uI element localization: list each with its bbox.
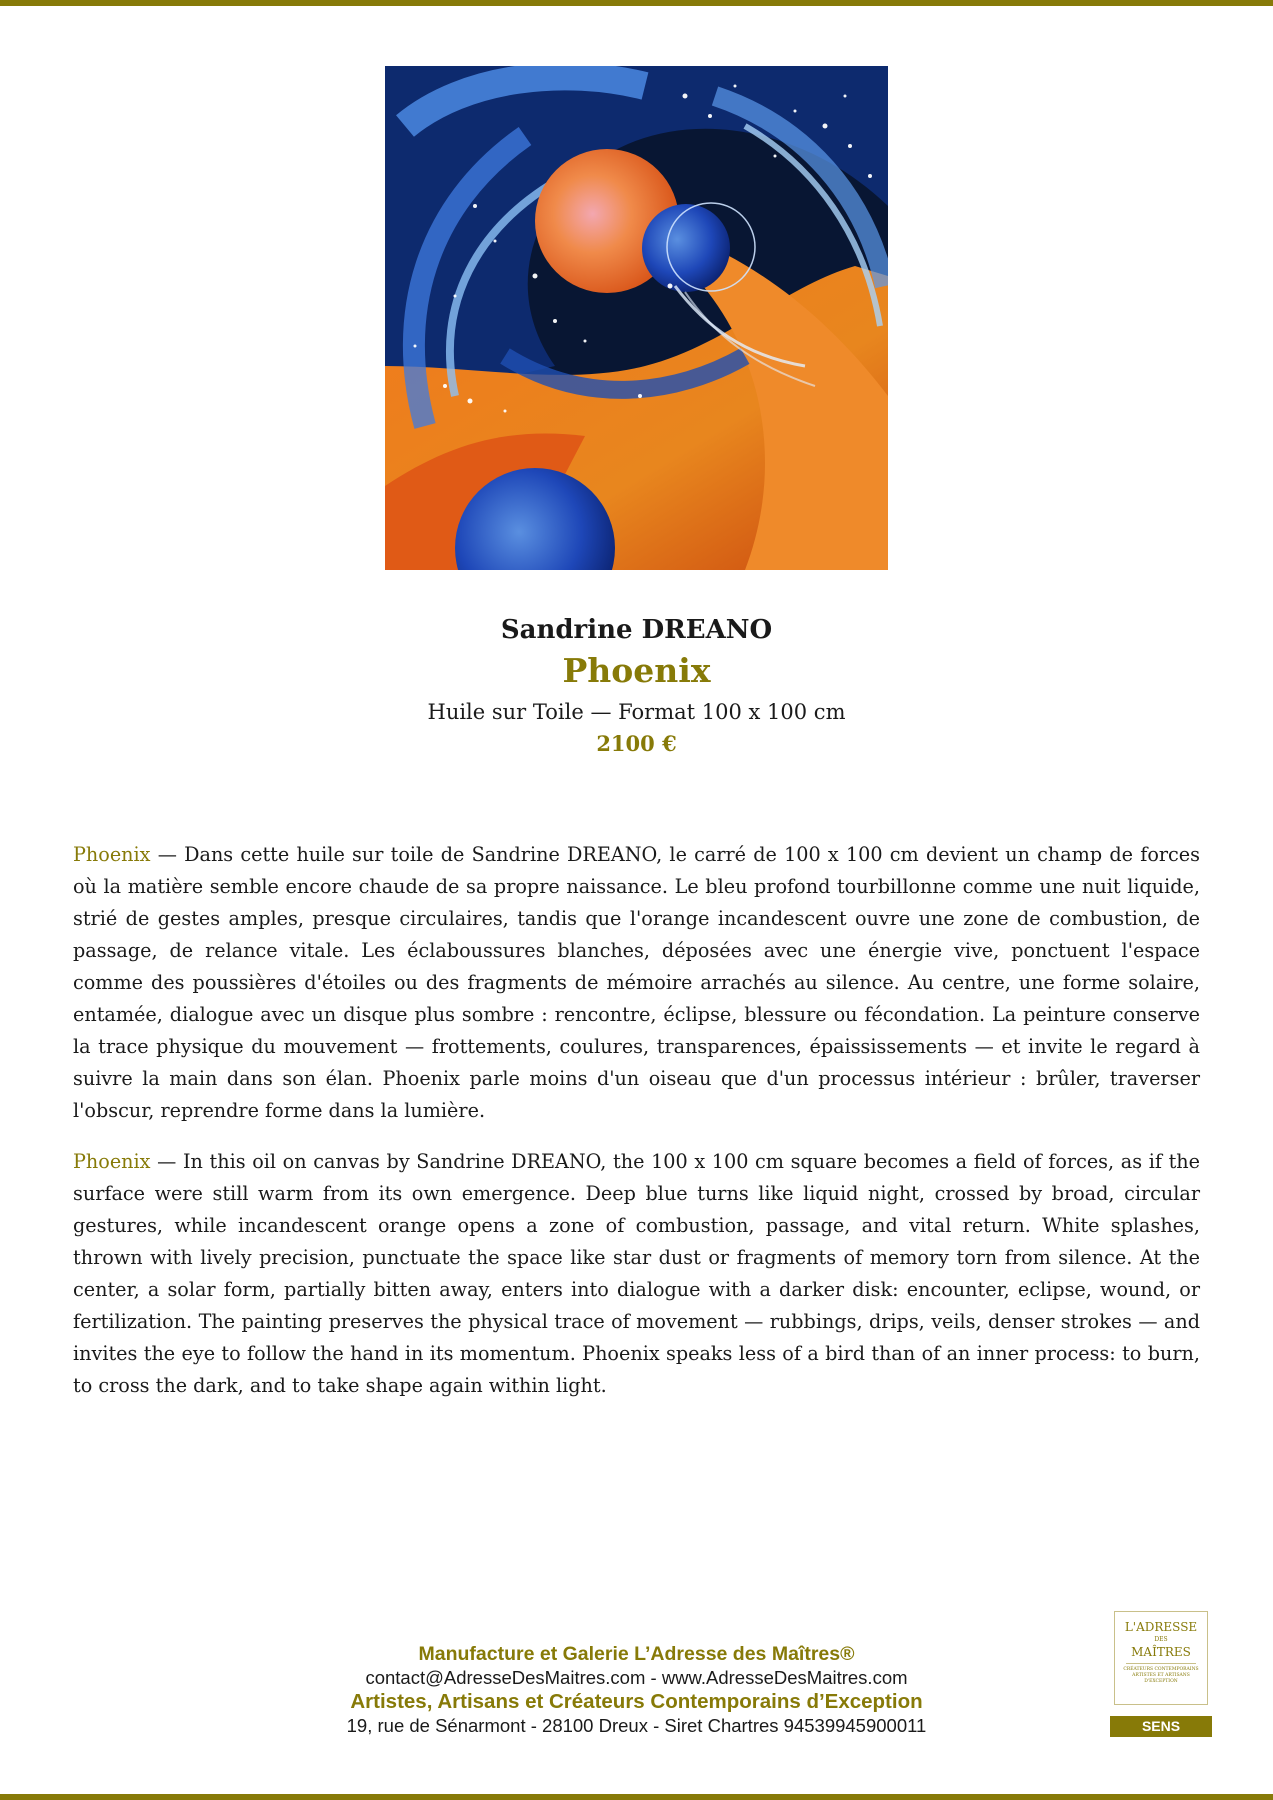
gallery-logo (1114, 1611, 1208, 1705)
footer (260, 1642, 1013, 1738)
artwork-header (0, 612, 1273, 760)
footer-contact: contact@AdresseDesMaitres.com - www.AdresseDesMaitres.com (365, 1667, 908, 1688)
footer-address: 19, rue de Sénarmont - 28100 Dreux - Siret Chartres 94539945900011 (346, 1715, 927, 1736)
description-english (73, 1146, 1200, 1402)
sens-badge: SENS (1110, 1716, 1212, 1737)
logo-line-4: CRÉATEURS CONTEMPORAINS ARTISTES ET ARTISANS D'EXCEPTION (1123, 1667, 1199, 1684)
footer-tagline: Artistes, Artisans et Créateurs Contemporains d’Exception (350, 1690, 923, 1713)
logo-line-1: L'ADRESSE (1124, 1620, 1198, 1634)
artwork-image (385, 66, 888, 570)
logo-line-3: MAÎTRES (1131, 1645, 1191, 1659)
artist-name: Sandrine DREANO (500, 615, 773, 645)
description-english-lead: Phoenix (73, 1150, 151, 1173)
description-english-text: — In this oil on canvas by Sandrine DREANO, the 100 x 100 cm square becomes a field of forces, as if the surface were still warm from its own emergence. Deep blue turns like liquid night, crossed by broad, circular gestures, while incandescent orange opens a zone of combustion, passage, and vital return. White splashes, thrown with lively precision, punctuate the space like star dust or fragments of memory torn from silence. At the center, a solar form, partially bitten away, enters into dialogue with a darker disk: encounter, eclipse, wound, or fertilization. The painting preserves the physical trace of movement — rubbings, drips, veils, denser strokes — and invites the eye to follow the hand in its momentum. Phoenix speaks less of a bird than of an inner process: to burn, to cross the dark, and to take shape again within light. (73, 1150, 1200, 1397)
footer-gallery-name: Manufacture et Galerie L’Adresse des Maîtres® (418, 1643, 855, 1665)
top-border (0, 0, 1273, 6)
artwork-medium: Huile sur Toile — Format 100 x 100 cm (427, 700, 846, 724)
artwork-title: Phoenix (562, 651, 711, 690)
description-french-lead: Phoenix (73, 843, 151, 866)
artwork-price: 2100 € (596, 731, 677, 756)
description-french-text: — Dans cette huile sur toile de Sandrine DREANO, le carré de 100 x 100 cm devient un champ de forces où la matière semble encore chaude de sa propre naissance. Le bleu profond tourbillonne comme une nuit liquide, strié de gestes amples, presque circulaires, tandis que l'orange incandescent ouvre une zone de combustion, de passage, de relance vitale. Les éclaboussures blanches, déposées avec une énergie vive, ponctuent l'espace comme des poussières d'étoiles ou des fragments de mémoire arrachés au silence. Au centre, une forme solaire, entamée, dialogue avec un disque plus sombre : rencontre, éclipse, blessure ou fécondation. La peinture conserve la trace physique du mouvement — frottements, coulures, transparences, épaississements — et invite le regard à suivre la main dans son élan. Phoenix parle moins d'un oiseau que d'un processus intérieur : brûler, traverser l'obscur, reprendre forme dans la lumière. (73, 843, 1200, 1122)
description-french (73, 839, 1200, 1127)
bottom-border (0, 1794, 1273, 1800)
logo-divider (1126, 1663, 1196, 1664)
logo-line-2: DES (1154, 1636, 1168, 1643)
